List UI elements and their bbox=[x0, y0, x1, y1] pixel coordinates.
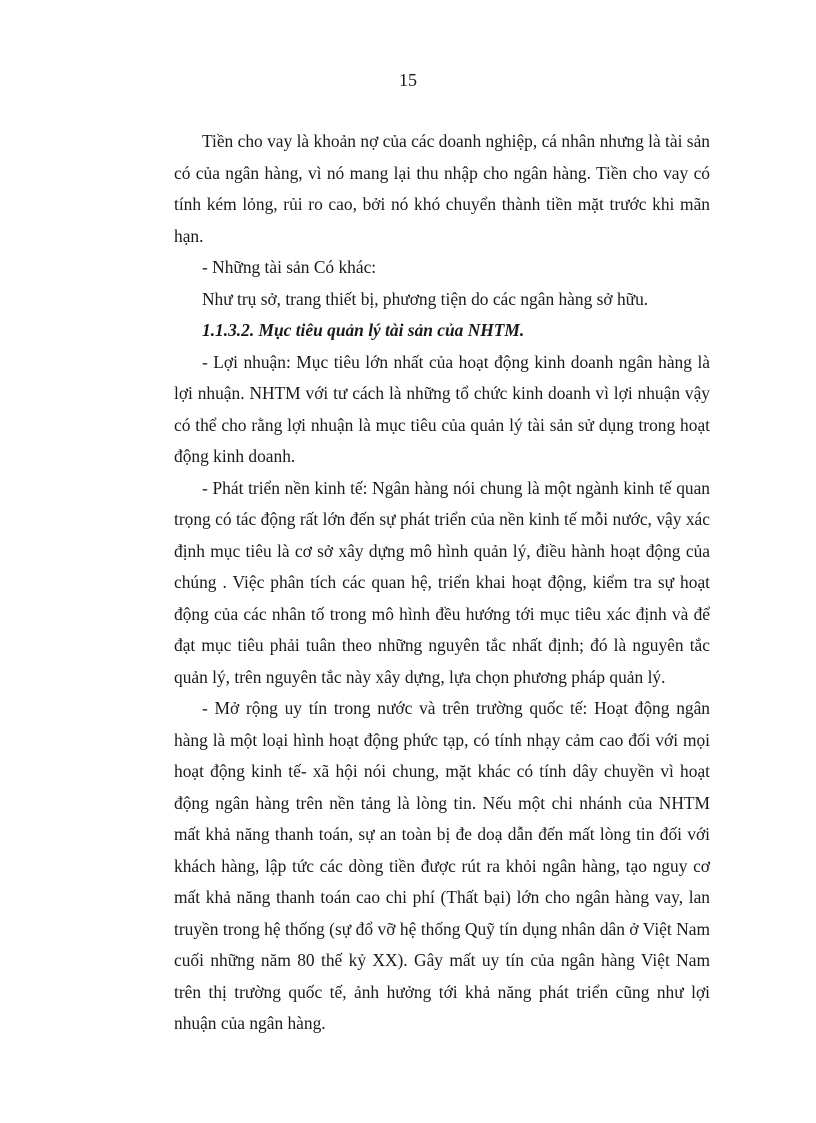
paragraph-loans: Tiền cho vay là khoản nợ của các doanh nghiệp, cá nhân nhưng là tài sản có của ngân hàng, vì nó mang lại thu nhập cho ngân hàng. Tiền cho vay có tính kém lỏng, rủi ro cao, bởi nó khó chuyển thành tiền mặt trước khi mãn hạn. bbox=[174, 131, 710, 246]
section-heading: 1.1.3.2. Mục tiêu quản lý tài sản của NHTM. bbox=[202, 320, 525, 340]
paragraph-other-assets-label: - Những tài sản Có khác: bbox=[202, 257, 377, 277]
page-number: 15 bbox=[399, 70, 417, 90]
paragraph-profit: - Lợi nhuận: Mục tiêu lớn nhất của hoạt động kinh doanh ngân hàng là lợi nhuận. NHTM với tư cách là những tổ chức kinh doanh vì lợi nhuận vậy có thể cho rằng lợi nhuận là mục tiêu của quản lý tài sản sử dụng trong hoạt động kinh doanh. bbox=[174, 351, 710, 466]
paragraph-economic-development: - Phát triển nền kinh tế: Ngân hàng nói chung là một ngành kinh tế quan trọng có tác động rất lớn đến sự phát triển của nền kinh tế mỗi nước, vậy xác định mục tiêu là cơ sở xây dựng mô hình quản lý, điều hành hoạt động của chúng . Việc phân tích các quan hệ, triển khai hoạt động, kiểm tra sự hoạt động của các nhân tố trong mô hình đều hướng tới mục tiêu xác định và để đạt mục tiêu phải tuân theo những nguyên tắc nhất định; đó là nguyên tắc quản lý, trên nguyên tắc này xây dựng, lựa chọn phương pháp quản lý. bbox=[174, 477, 710, 687]
paragraph-reputation: - Mở rộng uy tín trong nước và trên trường quốc tế: Hoạt động ngân hàng là một loại hình hoạt động phức tạp, có tính nhạy cảm cao đối với mọi hoạt động kinh tế- xã hội nói chung, mặt khác có tính dây chuyền vì hoạt động ngân hàng trên nền tảng là lòng tin. Nếu một chi nhánh của NHTM mất khả năng thanh toán, sự an toàn bị đe doạ dẫn đến mất lòng tin đối với khách hàng, lập tức các dòng tiền được rút ra khỏi ngân hàng, tạo nguy cơ mất khả năng thanh toán cao chi phí (Thất bại) lớn cho ngân hàng vay, lan truyền trong hệ thống (sự đổ vỡ hệ thống Quỹ tín dụng nhân dân ở Việt Nam cuối những năm 80 thế kỷ XX). Gây mất uy tín của ngân hàng Việt Nam trên thị trường quốc tế, ảnh hưởng tới khả năng phát triển cũng như lợi nhuận của ngân hàng. bbox=[174, 698, 710, 1033]
document-body bbox=[174, 126, 710, 1040]
paragraph-other-assets: Như trụ sở, trang thiết bị, phương tiện do các ngân hàng sở hữu. bbox=[202, 288, 649, 309]
